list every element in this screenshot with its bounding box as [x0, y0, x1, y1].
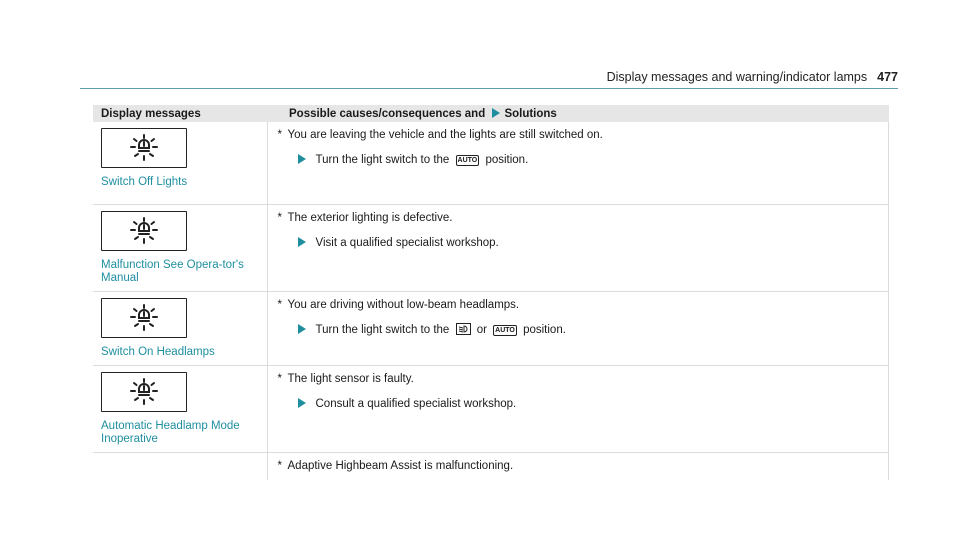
message-cell	[93, 452, 267, 480]
cause-sentence: You are driving without low-beam headlamps.	[287, 298, 520, 311]
cause-text	[278, 128, 889, 143]
table-row	[93, 452, 889, 480]
cause-cell	[267, 291, 889, 365]
message-cell	[93, 122, 267, 204]
solution-line	[298, 397, 889, 412]
table-row	[93, 365, 889, 452]
solution-text: Consult a qualified specialist workshop.	[315, 397, 517, 410]
cause-sentence: Adaptive Highbeam Assist is malfunctioning.	[287, 459, 514, 472]
header-rule	[80, 88, 898, 89]
bullet: *	[277, 372, 282, 385]
solution-text: Turn the light switch to the	[315, 154, 450, 166]
solution-arrow-icon	[298, 154, 306, 164]
cause-text	[278, 372, 889, 387]
table-header-row	[93, 105, 889, 122]
page-number: 477	[877, 70, 898, 84]
col-header-display-messages: Display messages	[93, 105, 267, 122]
bullet: *	[277, 129, 282, 141]
cause-cell	[267, 452, 889, 480]
cause-sentence: The exterior lighting is defective.	[287, 211, 453, 224]
display-messages-table	[93, 105, 889, 480]
bullet: *	[277, 211, 282, 224]
message-label: Malfunction See Opera-tor's Manual	[101, 258, 244, 284]
low-beam-icon	[456, 323, 471, 340]
solution-line	[298, 323, 889, 340]
col-header-solutions-text: Solutions	[504, 107, 557, 120]
exterior-light-warning-icon	[101, 372, 187, 412]
solution-arrow-icon	[298, 324, 306, 334]
auto-symbol-icon: AUTO	[457, 157, 478, 164]
message-cell	[93, 291, 267, 365]
cause-text	[278, 211, 889, 226]
message-cell	[93, 204, 267, 291]
solution-arrow-icon	[492, 108, 500, 118]
exterior-light-warning-icon	[101, 298, 187, 338]
auto-symbol-icon: AUTO	[495, 326, 515, 334]
solution-arrow-icon	[298, 398, 306, 408]
solution-arrow-icon	[298, 237, 306, 247]
page-header-title: Display messages and warning/indicator lamps	[606, 70, 868, 84]
solution-text: Visit a qualified specialist workshop.	[315, 236, 499, 249]
page-header	[80, 70, 898, 84]
cause-cell	[267, 204, 889, 291]
message-label: Automatic Headlamp Mode Inoperative	[101, 419, 240, 445]
bullet: *	[277, 459, 282, 472]
table-row	[93, 204, 889, 291]
bullet: *	[277, 298, 282, 311]
solution-text: Turn the light switch to the	[315, 323, 450, 336]
solution-text-end: position.	[523, 323, 566, 336]
solution-or: or	[476, 323, 487, 336]
exterior-light-warning-icon	[101, 128, 187, 168]
solution-line	[298, 236, 889, 251]
table-row	[93, 291, 889, 365]
solution-line	[298, 153, 889, 168]
cause-sentence: You are leaving the vehicle and the lights are still switched on.	[287, 129, 603, 141]
cause-text	[278, 298, 889, 313]
cause-cell	[267, 122, 889, 204]
message-label: Switch Off Lights	[101, 176, 188, 188]
exterior-light-warning-icon	[101, 211, 187, 251]
col-header-causes	[267, 105, 889, 122]
solution-text-end: position.	[485, 154, 529, 166]
message-cell	[93, 365, 267, 452]
cause-text	[278, 459, 889, 474]
cause-cell	[267, 365, 889, 452]
col-header-causes-text: Possible causes/consequences and	[289, 107, 486, 120]
message-label: Switch On Headlamps	[101, 345, 215, 358]
cause-sentence: The light sensor is faulty.	[287, 372, 414, 385]
table-row	[93, 122, 889, 204]
